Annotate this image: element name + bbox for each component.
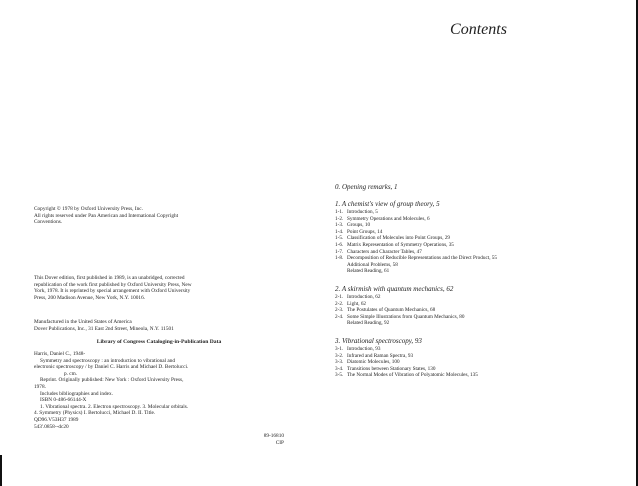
toc-entry-number: 2-3.	[335, 307, 344, 314]
toc-entry-title: Decomposition of Reducible Representations and the Direct Product, 55	[347, 255, 497, 262]
toc-section-list	[335, 346, 635, 379]
cip-line: ISBN 0-486-66144-X	[40, 397, 87, 404]
cip-mark: CIP	[275, 439, 284, 446]
toc-entry-title: Matrix Representation of Symmetry Operations, 35	[347, 241, 454, 248]
copyright-notice	[34, 206, 284, 226]
toc-entry	[335, 216, 635, 223]
cip-line: 543'.0858--dc20	[34, 423, 69, 430]
toc-entry	[335, 307, 635, 314]
manufacturing-line: Dover Publications, Inc., 31 East 2nd Street, Mineola, N.Y. 11501	[34, 325, 174, 332]
toc-chapter-heading: 0. Opening remarks, 1	[335, 183, 398, 191]
toc-entry-number: 1-6.	[335, 241, 344, 248]
toc-entry-title: Some Simple Illustrations from Quantum Mechanics, 80	[347, 313, 465, 320]
toc-entry-number: 1-2.	[335, 215, 344, 222]
toc-entry-title: Symmetry Operations and Molecules, 6	[347, 215, 430, 222]
dover-edition-note	[34, 275, 284, 301]
toc-entry-title: Infrared and Raman Spectra, 93	[347, 352, 414, 359]
copyright-line: Copyright © 1978 by Oxford University Press, Inc.	[34, 206, 143, 212]
toc-entry-title: Transitions between Stationary States, 130	[347, 365, 436, 372]
edition-line: York, 1978. It is reprinted by special arrangement with Oxford University	[34, 288, 191, 295]
cip-line: 1978.	[34, 383, 46, 390]
toc-entry-title: The Normal Modes of Vibration of Polyatomic Molecules, 135	[347, 372, 478, 379]
toc-chapter-heading: 3. Vibrational spectroscopy, 93	[335, 336, 422, 345]
toc-entry-number: 1-4.	[335, 228, 344, 235]
cip-data	[34, 351, 284, 430]
toc-entry	[335, 359, 635, 366]
toc-entry-title: Related Reading, 92	[347, 320, 390, 327]
toc-entry	[335, 222, 635, 229]
toc-entry-number: 2-2.	[335, 300, 344, 307]
cip-line: electronic spectroscopy / by Daniel C. Harris and Michael D. Bertolucci.	[34, 364, 189, 371]
toc-entry-title: Groups, 10	[347, 222, 371, 229]
copyright-line: Conventions.	[34, 219, 63, 226]
toc-entry-title: Characters and Character Tables, 47	[347, 248, 422, 255]
toc-entry-number: 3-5.	[335, 372, 344, 379]
toc-entry	[335, 262, 635, 269]
toc-entry-title: Introduction, 5	[347, 209, 378, 215]
cip-line: 1. Vibrational spectra. 2. Electron spectroscopy. 3. Molecular orbitals.	[40, 403, 189, 410]
toc-entry	[335, 235, 635, 242]
cip-number	[248, 433, 284, 446]
toc-entry-number: 1-3.	[335, 222, 344, 229]
toc-entry-number: 3-1.	[335, 345, 344, 352]
page-title: Contents	[450, 21, 507, 38]
toc-entry-title: The Postulates of Quantum Mechanics, 68	[347, 307, 436, 314]
toc-entry-title: Introduction, 62	[347, 293, 381, 300]
toc-entry	[335, 268, 635, 275]
toc-entry	[335, 353, 635, 360]
cip-line: Reprint. Originally published: New York : Oxford University Press,	[40, 377, 184, 384]
toc-chapter-heading: 1. A chemist's view of group theory, 5	[335, 200, 440, 208]
table-of-contents	[335, 183, 635, 389]
toc-entry-number: 1-8.	[335, 255, 344, 262]
cip-heading: Library of Congress Cataloging-in-Publication Data	[96, 339, 222, 345]
edition-line: republication of the work first published by Oxford University Press, New	[34, 281, 192, 288]
toc-section-list	[335, 294, 635, 327]
edition-line: This Dover edition, first published in 1989, is an unabridged, corrected	[34, 275, 185, 281]
cip-line: p. cm.	[64, 370, 78, 377]
toc-entry	[335, 346, 635, 353]
manufacturing-line: Manufactured in the United States of America	[34, 319, 132, 325]
toc-chapter-heading: 2. A skirmish with quantum mechanics, 62	[335, 284, 454, 293]
toc-entry	[335, 372, 635, 379]
toc-entry-number: 1-5.	[335, 235, 344, 242]
lccn: 89-16810	[263, 433, 284, 439]
edition-line: Press, 200 Madison Avenue, New York, N.Y. 10016.	[34, 294, 146, 301]
cip-line: 4. Symmetry (Physics) I. Bertolucci, Michael D. II. Title.	[34, 410, 156, 417]
toc-entry-number: 3-3.	[335, 359, 344, 366]
toc-entry-title: Related Reading, 61	[347, 268, 390, 275]
cip-line: Symmetry and spectroscopy : an introduction to vibrational and	[40, 357, 176, 364]
toc-entry-title: Introduction, 93	[347, 345, 381, 352]
toc-entry-number: 1-7.	[335, 248, 344, 255]
toc-entry-number: 2-1.	[335, 293, 344, 300]
toc-entry	[335, 242, 635, 249]
cip-line: QD96.V53H37 1989	[34, 416, 79, 423]
toc-entry	[335, 314, 635, 321]
toc-entry	[335, 320, 635, 327]
toc-section-list	[335, 209, 635, 275]
toc-entry-title: Diatomic Molecules, 100	[347, 359, 400, 366]
toc-entry-title: Classification of Molecules into Point Groups, 29	[347, 235, 451, 242]
cip-line: Harris, Daniel C., 1948-	[34, 351, 86, 357]
right-page	[319, 0, 638, 486]
toc-entry-title: Point Groups, 14	[347, 228, 383, 235]
toc-entry-number: 3-4.	[335, 365, 344, 372]
copyright-line: All rights reserved under Pan American and International Copyright	[34, 212, 179, 219]
toc-entry-title: Light, 62	[347, 300, 367, 307]
toc-entry-number: 2-4.	[335, 313, 344, 320]
toc-entry-title: Additional Problems, 58	[347, 261, 398, 268]
toc-entry-number: 3-2.	[335, 352, 344, 359]
toc-entry	[335, 209, 635, 216]
toc-entry	[335, 294, 635, 301]
cip-line: Includes bibliographies and index.	[40, 390, 113, 397]
toc-entry	[335, 255, 635, 262]
toc-entry-number: 1-1.	[335, 209, 344, 215]
manufacturing-note	[34, 319, 284, 332]
